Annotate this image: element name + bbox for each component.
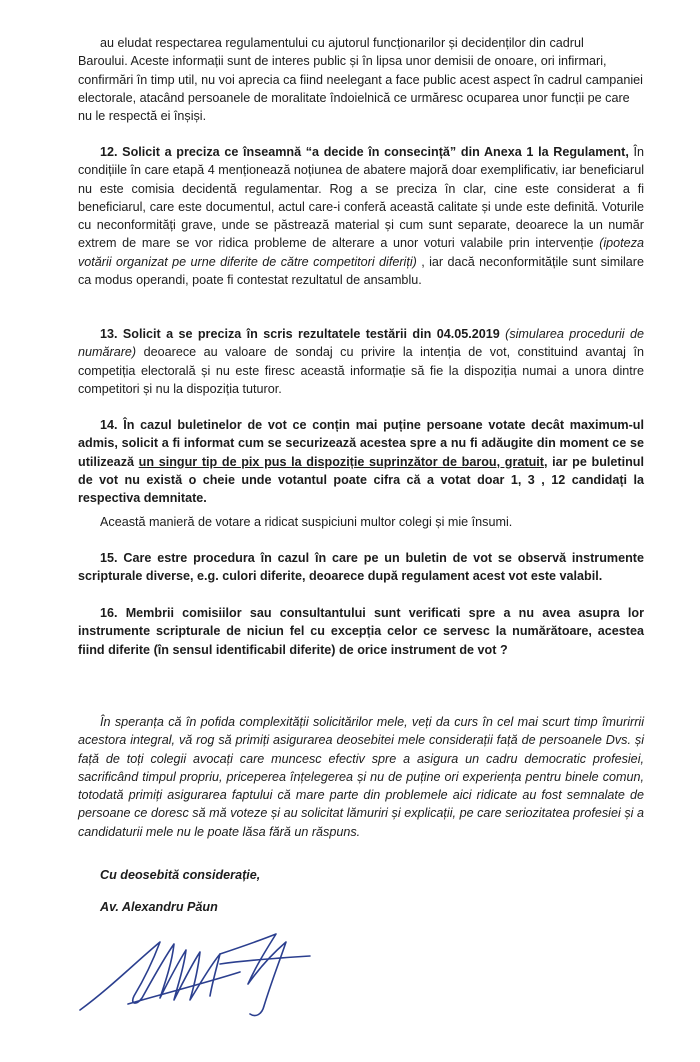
p12-text-2: , iar dacă neconformitățile sunt similare ca modus operandi, poate fi contestat rezultatul de ansamblu. (78, 254, 644, 288)
intro-line-1: au eludat respectarea regulamentului cu ajutorul funcționarilor și decidenților din cadrul (100, 36, 584, 50)
p13-text: deoarece au valoare de sondaj cu privire la intenția de vot, constituind avantaj în competiția electorală și nu este firesc această informație să fie la dispoziția numai a unora dintre competitori și nu la dispoziția tuturor. (78, 345, 644, 396)
paragraph-14 (78, 416, 644, 507)
signer-name: Av. Alexandru Păun (100, 900, 218, 914)
intro-line-5: nu le respectă ei înșiși. (78, 109, 207, 124)
p14-underlined: un singur tip de pix pus la dispoziție suprinzător de barou, gratuit (138, 454, 544, 469)
closing-salutation: Cu deosebită considerație, (100, 868, 261, 882)
p12-text-1: În condițiile în care etapă 4 menționează noțiunea de abatere majoră doar exemplificativ, iar beneficiarul nu este comisia decidentă regulamentar. Rog a se preciza în clar, cine este considerat a fi beneficiarul, care este documentul, actul care-i conferă această calitate și unde este definită. Voturile cu neconformități grave, unde se păstrează material și cum sunt separate, deoarece la un număr extrem de mare se vor ridica probleme de alterare a unor voturi valabile prin intervenție (78, 145, 644, 251)
p12-italic: (ipoteza votării organizat pe urne diferite de către competitori diferiți) (78, 236, 644, 269)
intro-line-3: confirmări în timp util, nu voi aprecia ca fiind neelegant a face public acest aspect în cadrul campaniei (78, 72, 643, 87)
intro-line-2: Baroului. Aceste informații sunt de interes public și în lipsa unor demisii de onoare, ori infirmari, (78, 54, 607, 69)
paragraph-15: 15. Care estre procedura în cazul în care pe un buletin de vot se observă instrumente scripturale diverse, e.g. culori diferite, deoarece după regulament acest vot este valabil. (78, 551, 644, 584)
p13-heading: 13. Solicit a se preciza în scris rezultatele testării din 04.05.2019 (100, 327, 500, 341)
p14-text-2: , iar pe buletinul de vot nu există o cheie unde votantul poate cifra că a votat doar 1, 3 , 12 candidați la respectiva demnitate. (78, 454, 644, 506)
p13-italic: (simularea procedurii de numărare) (78, 327, 645, 360)
intro-line-4: electorale, atacând persoanele de moralitate îndoielnică ce urmăresc ocuparea unor funcții pe care (78, 90, 630, 105)
p14-text-1: 14. În cazul buletinelor de vot ce conțin mai puține persoane votate decât maximum-ul admis, solicit a fi informat cum se securizează acestea spre a nu fi adăugite din moment ce se utilizează (78, 418, 644, 469)
signature-image (70, 914, 330, 1024)
paragraph-13 (78, 325, 644, 398)
closing-paragraph: În speranța că în pofida complexității solicitărilor mele, veți da curs în cel mai scurt timp îmurirrii acestora integral, vă rog să primiți asigurarea deosebitei mele considerații față de persoanele Dvs. și față de toți colegii avocați care muncesc efectiv spre a asigura un cadru democratic profesiei, sacrificând timpul propriu, priceperea înțelegerea și nu de puține ori experiența pentru binele comun, totodată primiți asigurarea faptului că mare parte din problemele aici ridicate au fost semnalate de persoane ce doresc să mă voteze și au solicitat lămuriri și explicații, pe care seriozitatea profesiei și a candidaturii mele nu le poate lăsa fără un răspuns. (78, 715, 644, 839)
p12-heading: 12. Solicit a preciza ce înseamnă “a decide în consecință” din Anexa 1 la Regulament, (100, 145, 629, 159)
paragraph-14-note: Această manieră de votare a ridicat suspiciuni multor colegi și mie însumi. (100, 515, 513, 529)
intro-paragraph (78, 34, 644, 125)
paragraph-16: 16. Membrii comisiilor sau consultantului sunt verificati spre a nu avea asupra lor instrumente scripturale de niciun fel cu excepția celor ce servesc la numărătoare, acestea fiind diferite (în sensul identificabil diferite) de orice instrument de vot ? (78, 606, 644, 657)
paragraph-12 (78, 143, 644, 289)
